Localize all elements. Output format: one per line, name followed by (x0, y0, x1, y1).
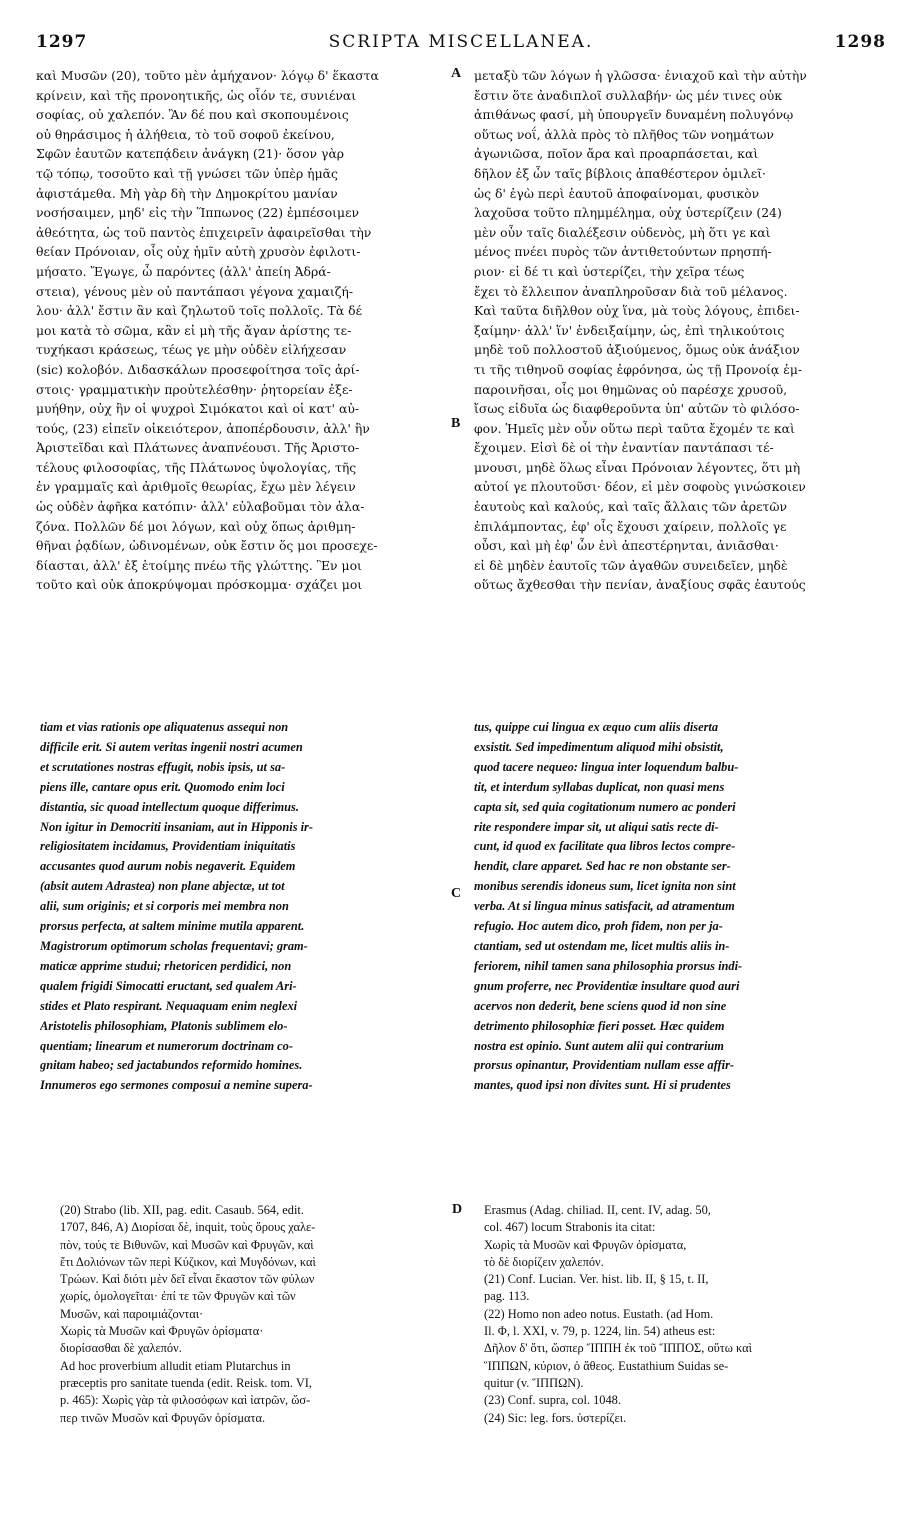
running-header (36, 32, 886, 56)
text-line: Erasmus (Adag. chiliad. II, cent. IV, adag. 50, (484, 1203, 711, 1217)
text-line: Innumeros ego sermones composui a nemine supera- (40, 1078, 313, 1093)
text-line: Καὶ ταῦτα διῆλθον οὐχ ἵνα, μὰ τοὺς λόγους, ἐπιδει- (474, 303, 800, 319)
text-line: κρίνειν, καὶ τῆς προνοητικῆς, ὡς οἷόν τε, συνιέναι (36, 87, 357, 103)
text-line: ἽΠΠΩΝ, κύριον, ὁ ἄθεος. Eustathium Suidas se- (484, 1358, 729, 1373)
text-line: quentiam; linearum et numerorum doctrinam co- (40, 1038, 294, 1053)
text-line: qualem frigidi Simocatti eructant, sed qualem Ari- (40, 978, 297, 993)
text-line: ὡς δ' ἐγὼ περὶ ἑαυτοῦ ἀποφαίνομαι, φυσικὸν (474, 185, 760, 201)
right-page-number: 1298 (834, 32, 886, 52)
text-line: capta sit, sed quia cogitationum numero ac ponderi (474, 799, 736, 814)
text-line: accusantes quod aurum nobis negaverit. Equidem (40, 859, 296, 874)
text-line: εἰ δὲ μηδὲν ἑαυτοῖς τῶν ἀγαθῶν συνειδεῖεν, μηδὲ (474, 557, 788, 573)
text-line: ἴσως εἰδυῖα ὡς διαφθεροῦντα ὑπ' αὐτῶν τὸ φιλόσο- (474, 401, 800, 417)
text-line: (24) Sic: leg. fors. ὑστερίζει. (484, 1410, 627, 1425)
text-line: τούς, (23) εἰπεῖν οἰκειότερον, ἀποπέρδουσιν, ἀλλ' ἣν (36, 420, 370, 436)
text-line: χωρίς, ὁμολογεῖται· ἐπί τε τῶν Φρυγῶν καὶ τῶν (60, 1289, 296, 1304)
text-line: ἀφιστάμεθα. Μὴ γὰρ δὴ τὴν Δημοκρίτου μανίαν (36, 185, 338, 201)
text-line: τυχήκασι κράσεως, τέως γε μὴν οὐδὲν εἰλήχεσαν (36, 342, 347, 358)
text-line: μνουσι, μηδὲ ὅλως εἶναι Πρόνοιαν λέγοντες, ὅτι μὴ (474, 459, 801, 475)
text-line: Μυσῶν, καὶ παροιμιάζονται· (60, 1306, 204, 1321)
text-line: Magistrorum optimorum scholas frequentavi; gram- (40, 938, 308, 953)
text-line: prorsus opinantur, Providentiam nullam esse affir- (474, 1058, 735, 1073)
text-line: παροινῆσαι, οἷς μοι θημῶνας οὐ παρέσχε χρυσοῦ, (474, 381, 788, 397)
text-line: cunt, id quod ex facilitate qua libros lectos compre- (474, 839, 736, 854)
text-line: ἔχει τὸ ἔλλειπον ἀναπληροῦσαν διὰ τοῦ μέλανος. (474, 283, 788, 299)
text-line: distantia, sic quoad intellectum quoque differimus. (40, 799, 299, 814)
text-line: gnitam habeo; sed jactabundos reformido homines. (40, 1058, 303, 1073)
text-line: τι τῆς τιθηνοῦ σοφίας ἐφρόνησα, ὡς τῇ Προνοίᾳ ἐμ- (474, 361, 803, 377)
text-line: μηδὲ τοῦ πολλοστοῦ ἀξιούμενος, ὅμως οὐκ ἀνάξιον (474, 342, 800, 358)
text-line: quitur (v. ἽΠΠΩΝ). (484, 1375, 584, 1390)
text-line: στεια), γένους μὲν οὐ παντάπασι γέγονα χαμαιζή- (36, 283, 354, 299)
text-line: Τρώων. Καὶ διότι μὲν δεῖ εἶναι ἕκαστον τῶν φύλων (60, 1272, 315, 1287)
margin-marker-b: B (451, 416, 461, 431)
text-line: et scrutationes nostras effugit, nobis ipsis, ut sa- (40, 759, 286, 774)
text-line: ἐπιλάμποντας, ἐφ' οἷς ἔχουσι χαίρειν, πολλοῖς γε (474, 518, 787, 534)
text-line: tus, quippe cui lingua ex æquo cum aliis diserta (474, 720, 719, 734)
text-line: ἔστιν ὅτε ἀναδιπλοῖ συλλαβήν· ὡς μέν τινες οὐκ (474, 87, 783, 103)
text-line: mantes, quod ipsi non divites sunt. Hi si prudentes (474, 1078, 731, 1093)
text-line: Χωρὶς τὰ Μυσῶν καὶ Φρυγῶν ὁρίσματα· (60, 1324, 264, 1339)
text-line: (absit autem Adrastea) non plane abjectæ, ut tot (40, 879, 285, 894)
text-line: τῷ τόπῳ, τοσοῦτο καὶ τῇ γνώσει τῶν ὑπὲρ ἡμᾶς (36, 165, 338, 181)
text-line: λαχοῦσα τοῦτο πλημμέλημα, οὐχ ὑστερίζειν (24) (474, 205, 782, 221)
text-line: maticæ apprime studui; rhetoricen perdidici, non (40, 958, 292, 973)
text-line: μοι κατὰ τὸ σῶμα, κἂν εἰ μὴ τῆς ἄγαν ἀρίστης τε- (36, 322, 352, 338)
text-line: λου· ἀλλ' ἔστιν ἂν καὶ ζηλωτοῦ τοῖς πολλοῖς. Τὰ δέ (36, 303, 363, 319)
text-line: ctantiam, sed ut ostendam me, licet multis aliis in- (474, 938, 730, 953)
text-line: pag. 113. (484, 1289, 530, 1304)
text-line: p. 465): Χωρὶς γὰρ τὰ φιλοσόφων καὶ ἰατρῶν, ὥσ- (60, 1393, 311, 1408)
text-line: τέλους φιλοσοφίας, τῆς Πλάτωνος ὑψολογίας, τῆς (36, 459, 357, 475)
text-line: θείαν Πρόνοιαν, οἷς οὐχ ἡμῖν αὐτὴ χρυσὸν ἐφιλοτι- (36, 244, 361, 260)
margin-marker-c: C (451, 886, 462, 901)
text-line: (sic) κολοβόν. Διδασκάλων προσεφοίτησα τοῖς ἀρί- (36, 361, 360, 377)
text-line: Χωρὶς τὰ Μυσῶν καὶ Φρυγῶν ὁρίσματα, (484, 1237, 687, 1252)
text-line: (21) Conf. Lucian. Ver. hist. lib. II, § 15, t. II, (484, 1272, 709, 1287)
text-line: difficile erit. Si autem veritas ingenii nostri acumen (40, 739, 303, 754)
text-line: quod tacere nequeo: lingua inter loquendum balbu- (474, 759, 739, 774)
text-line: refugio. Hoc autem dico, proh fidem, non per ja- (474, 919, 723, 934)
text-line: (23) Conf. supra, col. 1048. (484, 1393, 621, 1408)
text-line: μήσατο. Ἔγωγε, ὦ παρόντες (ἀλλ' ἀπείη Ἀδρά- (36, 263, 331, 279)
text-line: οὕτως ἄχθεσθαι τὴν πενίαν, ἀναξίους σφᾶς ἑαυτούς (474, 577, 806, 593)
text-line: Non igitur in Democriti insaniam, aut in Hipponis ir- (40, 819, 314, 834)
text-line: ὡς οὐδὲν ἀφῆκα κατόπιν· ἀλλ' εὐλαβοῦμαι τὸν ἀλα- (36, 499, 365, 515)
text-line: prorsus perfecta, at saltem minime mutila apparent. (40, 919, 305, 934)
text-line: hendit, clare apparet. Sed hac re non obstante ser- (474, 859, 731, 874)
text-line: οὐ θηράσιμος ἡ ἀλήθεια, τὸ τοῦ σοφοῦ ἐκείνου, (36, 126, 335, 142)
text-line: detrimento philosophiæ fieri posset. Hæc quidem (474, 1018, 725, 1033)
text-line: tit, et interdum syllabas duplicat, non quasi mens (474, 779, 725, 794)
footnotes-right-column (484, 1202, 888, 1452)
text-line: col. 467) locum Strabonis ita citat: (484, 1220, 656, 1235)
text-line: πὸν, τούς τε Βιθυνῶν, καὶ Μυσῶν καὶ Φρυγῶν, καὶ (60, 1237, 314, 1252)
footnotes-left-column (60, 1202, 450, 1452)
latin-translation-right-column (474, 718, 888, 1180)
text-line: piens ille, cantare opus erit. Quomodo enim loci (40, 779, 285, 794)
text-line: verba. At si lingua minus satisfacit, ad atramentum (474, 899, 735, 914)
text-line: τὸ δὲ διορίζειν χαλεπόν. (484, 1254, 604, 1269)
text-line: Ad hoc proverbium alludit etiam Plutarchus in (60, 1358, 291, 1373)
latin-translation-left-column (40, 718, 448, 1180)
text-line: ξαίμην· ἀλλ' ἵν' ἐνδειξαίμην, ὡς, ἐπὶ τηλικούτοις (474, 322, 785, 338)
text-line: Δῆλον δ' ὅτι, ὥσπερ ἽΠΠΗ ἐκ τοῦ ἽΠΠΟΣ, οὕτω καὶ (484, 1341, 752, 1356)
text-line: φον. Ἡμεῖς μὲν οὖν οὕτω περὶ ταῦτα ἔχομέν τε καὶ (474, 420, 795, 436)
text-line: nostra est opinio. Sunt autem alii qui contrarium (474, 1038, 724, 1053)
text-line: περ τινῶν Μυσῶν καὶ Φρυγῶν ὁρίσματα. (60, 1410, 266, 1425)
text-line: διορίσασθαι δὲ χαλεπόν. (60, 1341, 182, 1356)
text-line: Σφῶν ἑαυτῶν κατεπᾴδειν ἀνάγκη (21)· ὅσον γὰρ (36, 146, 345, 162)
text-line: ἀγωνιῶσα, ποῖον ἄρα καὶ προαρπάσεται, καὶ (474, 146, 759, 162)
text-line: gnum proferre, nec Providentiæ insultare quod auri (474, 978, 740, 993)
text-line: tiam et vias rationis ope aliquatenus assequi non (40, 720, 289, 734)
greek-text-left-column (36, 66, 448, 700)
margin-marker-a: A (451, 66, 462, 81)
text-line: ἀθεότητα, ὡς τοῦ παντὸς ἐπιχειρεῖν ἀφαιρεῖσθαι τὴν (36, 224, 372, 240)
text-line: μὲν οὖν ταῖς διαλέξεσιν οὐδενὸς, μὴ ὅτι γε καὶ (474, 224, 771, 240)
running-title: SCRIPTA MISCELLANEA. (328, 32, 594, 52)
left-page-number: 1297 (36, 32, 88, 52)
text-line: ζόνα. Πολλῶν δέ μοι λόγων, καὶ οὐχ ὅπως ἀριθμη- (36, 518, 356, 534)
text-line: Il. Φ, l. XXI, v. 79, p. 1224, lin. 54) atheus est: (484, 1324, 716, 1339)
text-line: καὶ Μυσῶν (20), τοῦτο μὲν ἀμήχανον· λόγῳ δ' ἕκαστα (36, 68, 379, 83)
text-line: (22) Homo non adeo notus. Eustath. (ad Hom. (484, 1306, 714, 1321)
text-line: ἔχοιμεν. Εἰσὶ δὲ οἱ τὴν ἐναντίαν παντάπασι τέ- (474, 440, 774, 456)
text-line: exsistit. Sed impedimentum aliquod mihi obsistit, (474, 739, 724, 754)
text-line: οὕτως νοΐ, ἀλλὰ πρὸς τὸ πλῆθος τῶν νοημάτων (474, 126, 774, 142)
text-line: stides et Plato respirant. Nequaquam enim neglexi (40, 998, 298, 1013)
text-line: Aristotelis philosophiam, Platonis sublimem elo- (40, 1018, 288, 1033)
text-line: ριον· εἰ δέ τι καὶ ὑστερίζει, τὴν χεῖρα τέως (474, 263, 745, 279)
text-line: σοφίας, οὐ χαλεπόν. Ἂν δέ που καὶ σκοπουμένοις (36, 107, 349, 123)
text-line: acervos non dederit, bene sciens quod id non sine (474, 998, 727, 1013)
text-line: præceptis pro sanitate tuenda (edit. Reisk. tom. VI, (60, 1375, 313, 1390)
text-line: μένος πνέει πυρὸς τῶν ἀντιθετούντων πρησπή- (474, 244, 772, 260)
text-line: ἀπιθάνως φασί, μὴ ὑπουργεῖν δυναμένη πολυγόνῳ (474, 107, 794, 123)
text-line: ἐν γραμμαῖς καὶ ἀριθμοῖς θεωρίας, ἔχω μὲν λέγειν (36, 479, 356, 495)
text-line: μυήθην, οὐχ ἣν οἱ ψυχροὶ Σιμόκατοι καὶ οἱ κατ' αὐ- (36, 401, 360, 417)
text-line: δῆλον ἐξ ὧν ταῖς βίβλοις ἀπαθέστερον ὁμιλεῖ· (474, 165, 766, 181)
text-line: στοις· γραμματικὴν προὐτελέσθην· ῥητορείαν ἐξε- (36, 381, 353, 397)
text-line: monibus serendis idoneus sum, licet ignita non sint (474, 879, 736, 894)
greek-text-right-column (474, 66, 888, 700)
text-line: τοῦτο καὶ οὐκ ἀποκρύψομαι πρόσκομμα· σχάζει μοι (36, 577, 363, 593)
text-line: alii, sum originis; et si corporis mei membra non (40, 899, 289, 914)
text-line: 1707, 846, A) Διορίσαι δὲ, inquit, τοὺς ὅρους χαλε- (60, 1220, 316, 1235)
text-line: Ἀριστεῖδαι καὶ Πλάτωνες ἀναπνέουσι. Τῆς Ἀριστο- (36, 440, 360, 456)
text-line: (20) Strabo (lib. XII, pag. edit. Casaub. 564, edit. (60, 1203, 304, 1217)
margin-marker-d: D (452, 1202, 463, 1217)
text-line: religiositatem incidamus, Providentiam iniquitatis (40, 839, 296, 854)
text-line: ἔτι Δολιόνων τῶν περὶ Κύζικον, καὶ Μυγδόνων, καὶ (60, 1254, 316, 1269)
text-line: νοσήσαιμεν, μηδ' εἰς τὴν Ἵππωνος (22) ἐμπέσοιμεν (36, 205, 360, 221)
text-line: αὐτοί γε πλουτοῦσι· δέον, εἰ μὲν σοφοὺς γινώσκοιεν (474, 479, 806, 495)
text-line: οὖσι, καὶ μὴ ἐφ' ὧν ἑνὶ ἀπεστέρηνται, ἀνιᾶσθαι· (474, 538, 779, 554)
text-line: feriorem, nihil tamen sana philosophia prorsus indi- (474, 958, 743, 973)
text-line: θῆναι ῥᾳδίων, ὠδινομένων, οὐκ ἔστιν ὅς μοι προσεχε- (36, 538, 378, 554)
text-line: δίασται, ἀλλ' ἐξ ἑτοίμης πνέω τῆς γλώττης. Ἓν μοι (36, 557, 362, 573)
text-line: ἑαυτοὺς καὶ καλούς, καὶ ταῖς ἄλλαις τῶν ἀρετῶν (474, 499, 787, 515)
text-line: rite respondere impar sit, ut aliqui satis recte di- (474, 819, 719, 834)
text-line: μεταξὺ τῶν λόγων ἡ γλῶσσα· ἐνιαχοῦ καὶ τὴν αὐτὴν (474, 68, 807, 83)
